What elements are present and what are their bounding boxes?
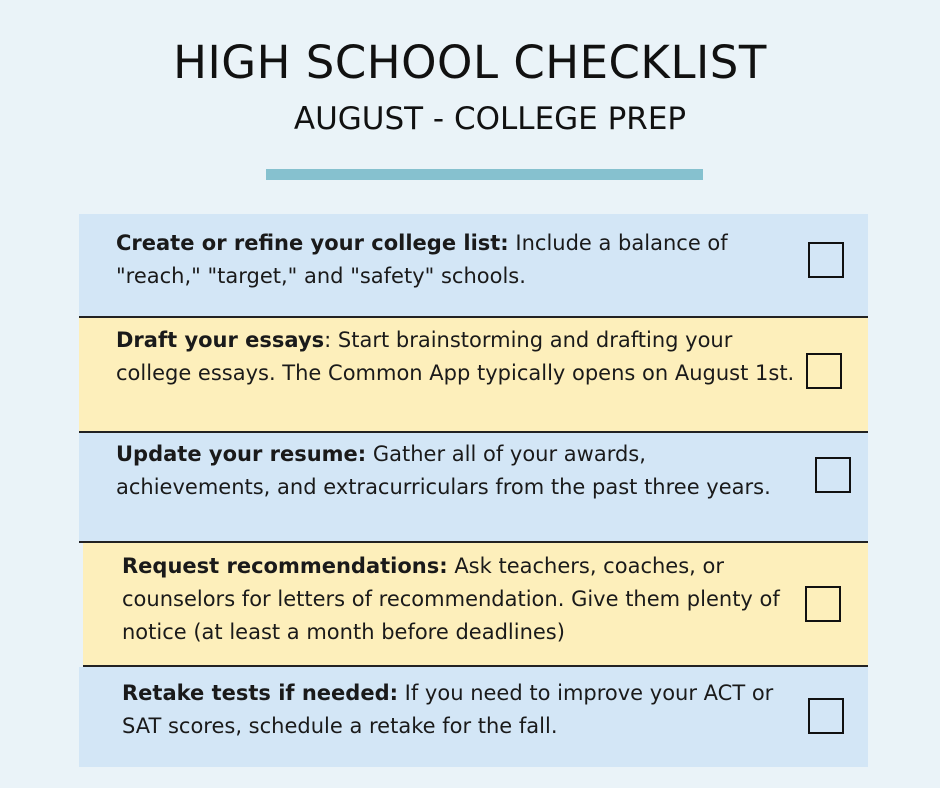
checkbox-recommendations[interactable]	[805, 586, 841, 622]
item-heading: Create or refine your college list:	[116, 231, 509, 255]
item-body: Gather all of your awards, achievements, and extracurriculars from the past three years.	[116, 442, 771, 499]
item-body: Ask teachers, coaches, or counselors for letters of recommendation. Give them plenty of notice (at least a month before deadlines)	[122, 554, 780, 644]
checkbox-retake-tests[interactable]	[808, 698, 844, 734]
item-heading: Request recommendations:	[122, 554, 448, 578]
item-text	[122, 550, 802, 649]
checklist-item-college-list	[79, 214, 868, 318]
checklist-item-resume	[79, 433, 868, 543]
item-body: If you need to improve your ACT or SAT scores, schedule a retake for the fall.	[122, 681, 774, 738]
item-text	[116, 324, 796, 390]
checkbox-college-list[interactable]	[808, 242, 844, 278]
item-heading: Retake tests if needed:	[122, 681, 398, 705]
checkbox-resume[interactable]	[815, 457, 851, 493]
checkbox-essays[interactable]	[806, 353, 842, 389]
checklist	[79, 214, 868, 767]
item-heading: Update your resume:	[116, 442, 367, 466]
title-divider	[266, 169, 703, 180]
item-text	[122, 677, 782, 743]
page-subtitle: AUGUST - COLLEGE PREP	[293, 101, 687, 137]
checklist-item-essays	[79, 318, 868, 433]
item-body: : Start brainstorming and drafting your college essays. The Common App typically opens on August 1st.	[116, 328, 795, 385]
checklist-item-recommendations	[83, 543, 868, 667]
item-text	[116, 227, 786, 293]
item-text	[116, 438, 806, 504]
item-body: Include a balance of "reach," "target," and "safety" schools.	[116, 231, 728, 288]
item-heading: Draft your essays	[116, 328, 325, 352]
checklist-item-retake-tests	[79, 667, 868, 767]
page-title: HIGH SCHOOL CHECKLIST	[173, 36, 767, 89]
